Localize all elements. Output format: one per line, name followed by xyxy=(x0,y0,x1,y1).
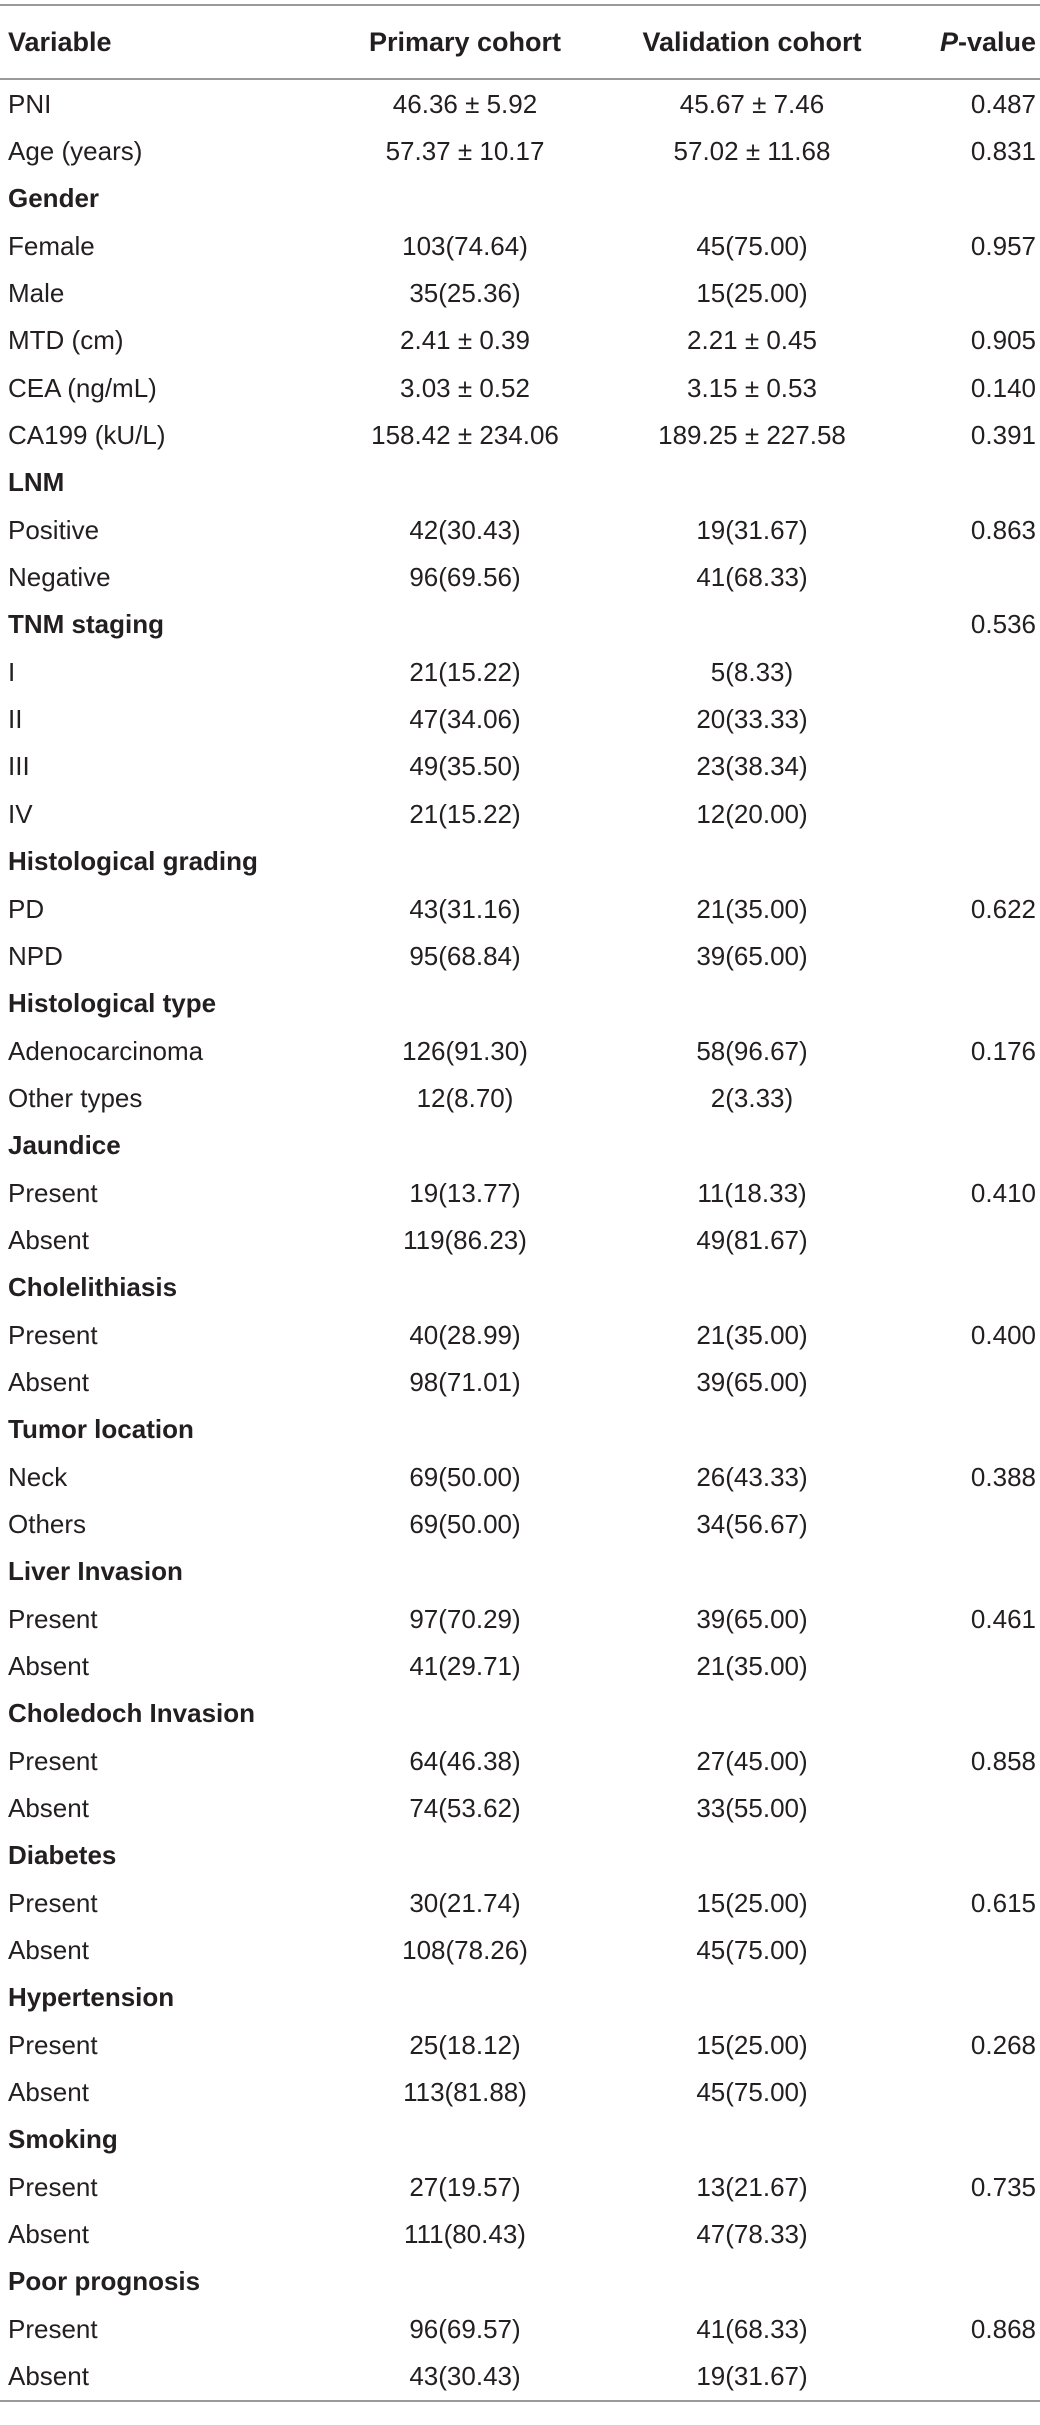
cell-p-value: 0.461 xyxy=(970,1603,1036,1634)
cell-primary-cohort: 103(74.64) xyxy=(402,230,528,261)
cell-p-value: 0.831 xyxy=(970,136,1036,167)
cell-p-value: 0.391 xyxy=(970,420,1036,451)
cell-variable: Hypertension xyxy=(8,1982,175,2013)
cell-primary-cohort: 96(69.56) xyxy=(409,562,521,593)
cell-variable: Present xyxy=(8,1887,98,1918)
header-p-value xyxy=(896,5,1040,79)
cell-primary-cohort: 21(15.22) xyxy=(409,798,521,829)
cell-p-value xyxy=(896,1264,1040,1311)
table-group-row xyxy=(0,1974,1040,2021)
table-row xyxy=(0,1642,1040,1689)
table-group-row xyxy=(0,459,1040,506)
table-row xyxy=(0,1879,1040,1926)
table-row xyxy=(0,1784,1040,1831)
table-header xyxy=(0,5,1040,79)
cell-primary-cohort: 96(69.57) xyxy=(409,2313,521,2344)
cell-variable: Absent xyxy=(8,1935,89,1966)
cell-p-value xyxy=(896,1358,1040,1405)
table-group-row xyxy=(0,1264,1040,1311)
cell-primary-cohort: 113(81.88) xyxy=(403,2077,527,2108)
cell-p-value: 0.735 xyxy=(970,2171,1036,2202)
cell-variable: Poor prognosis xyxy=(8,2266,201,2297)
cell-p-value: 0.957 xyxy=(970,230,1036,261)
cell-validation-cohort: 2.21 ± 0.45 xyxy=(687,325,817,356)
cell-p-value xyxy=(896,1832,1040,1879)
table-row xyxy=(0,1027,1040,1074)
cell-p-value xyxy=(896,2258,1040,2305)
cell-p-value: 0.905 xyxy=(970,325,1036,356)
cell-validation-cohort xyxy=(608,980,896,1027)
cell-primary-cohort: 43(31.16) xyxy=(409,893,521,924)
cell-primary-cohort: 119(86.23) xyxy=(403,1224,527,1255)
cell-validation-cohort xyxy=(608,1974,896,2021)
table-row xyxy=(0,648,1040,695)
cell-variable: Smoking xyxy=(8,2124,118,2155)
cell-primary-cohort: 12(8.70) xyxy=(416,1082,514,1113)
cell-p-value xyxy=(896,838,1040,885)
cell-variable: Present xyxy=(8,2029,98,2060)
cell-primary-cohort: 69(50.00) xyxy=(409,1508,521,1539)
cell-variable: IV xyxy=(8,798,33,829)
table-row xyxy=(0,2305,1040,2352)
cell-primary-cohort xyxy=(322,601,608,648)
cell-p-value: 0.863 xyxy=(970,514,1036,545)
cell-primary-cohort: 111(80.43) xyxy=(404,2219,526,2250)
cell-primary-cohort: 43(30.43) xyxy=(322,2353,608,2401)
cell-variable: Choledoch Invasion xyxy=(8,1698,256,1729)
cell-primary-cohort: 158.42 ± 234.06 xyxy=(371,420,559,451)
cell-variable: Gender xyxy=(8,183,100,214)
cell-primary-cohort xyxy=(322,1122,608,1169)
cell-primary-cohort: 21(15.22) xyxy=(409,656,521,687)
cell-variable: III xyxy=(8,751,30,782)
table-row xyxy=(0,1216,1040,1263)
cell-p-value xyxy=(896,1406,1040,1453)
table-row xyxy=(0,1595,1040,1642)
cohort-comparison-table xyxy=(0,4,1040,2402)
cell-variable: Present xyxy=(8,2171,98,2202)
cell-primary-cohort: 2.41 ± 0.39 xyxy=(400,325,530,356)
cell-primary-cohort: 25(18.12) xyxy=(409,2029,521,2060)
cell-validation-cohort xyxy=(608,1690,896,1737)
cell-variable: Present xyxy=(8,1745,98,1776)
cell-p-value xyxy=(896,1926,1040,1973)
cell-p-value: 0.140 xyxy=(970,372,1036,403)
cell-variable: Others xyxy=(8,1508,87,1539)
cell-validation-cohort: 21(35.00) xyxy=(696,893,808,924)
cell-validation-cohort: 34(56.67) xyxy=(696,1508,808,1539)
cell-p-value xyxy=(896,269,1040,316)
header-row xyxy=(0,5,1040,79)
table-group-row xyxy=(0,1548,1040,1595)
cell-p-value xyxy=(896,553,1040,600)
cell-variable: Neck xyxy=(8,1461,68,1492)
cell-validation-cohort xyxy=(608,1832,896,1879)
cell-validation-cohort: 2(3.33) xyxy=(710,1082,794,1113)
cell-variable: Histological grading xyxy=(8,846,258,877)
cell-primary-cohort: 57.37 ± 10.17 xyxy=(385,136,545,167)
cell-p-value: 0.388 xyxy=(970,1461,1036,1492)
cell-p-value xyxy=(896,1122,1040,1169)
table-group-row xyxy=(0,2258,1040,2305)
header-p-suffix: -value xyxy=(957,26,1036,57)
cell-primary-cohort xyxy=(322,1548,608,1595)
cell-validation-cohort: 45.67 ± 7.46 xyxy=(679,88,825,119)
table-row xyxy=(0,222,1040,269)
table-row xyxy=(0,2163,1040,2210)
table-row xyxy=(0,2068,1040,2115)
cell-primary-cohort: 126(91.30) xyxy=(402,1035,528,1066)
cell-validation-cohort: 21(35.00) xyxy=(696,1651,808,1682)
cell-primary-cohort: 47(34.06) xyxy=(409,704,521,735)
table-row xyxy=(0,506,1040,553)
cell-validation-cohort xyxy=(608,2258,896,2305)
cell-p-value xyxy=(896,2116,1040,2163)
cell-p-value xyxy=(896,1548,1040,1595)
cell-primary-cohort: 97(70.29) xyxy=(409,1603,521,1634)
cell-validation-cohort: 47(78.33) xyxy=(696,2219,808,2250)
cell-variable: Tumor location xyxy=(8,1414,194,1445)
table-row xyxy=(0,411,1040,458)
cell-p-value xyxy=(896,2353,1040,2401)
table-body xyxy=(0,79,1040,2401)
cell-variable: Female xyxy=(8,230,95,261)
cell-primary-cohort: 64(46.38) xyxy=(409,1745,521,1776)
cell-variable: Other types xyxy=(8,1082,143,1113)
cell-p-value: 0.536 xyxy=(970,609,1036,640)
table-row xyxy=(0,790,1040,837)
cell-validation-cohort: 49(81.67) xyxy=(696,1224,808,1255)
cell-variable: II xyxy=(8,704,23,735)
cell-variable: Age (years) xyxy=(8,136,143,167)
cell-p-value xyxy=(896,1074,1040,1121)
cell-primary-cohort: 19(13.77) xyxy=(409,1177,521,1208)
cell-primary-cohort xyxy=(322,1832,608,1879)
cell-primary-cohort xyxy=(322,1974,608,2021)
cell-primary-cohort xyxy=(322,175,608,222)
table-row xyxy=(0,2353,1040,2401)
cell-variable: Liver Invasion xyxy=(8,1556,183,1587)
table-row xyxy=(0,127,1040,174)
table-row xyxy=(0,743,1040,790)
cell-variable: MTD (cm) xyxy=(8,325,124,356)
cell-primary-cohort xyxy=(322,1264,608,1311)
cell-p-value xyxy=(896,1690,1040,1737)
cell-variable: NPD xyxy=(8,940,63,971)
cell-p-value xyxy=(896,1642,1040,1689)
cell-validation-cohort xyxy=(608,1548,896,1595)
cell-validation-cohort: 5(8.33) xyxy=(710,656,794,687)
table-row xyxy=(0,364,1040,411)
cell-primary-cohort xyxy=(322,980,608,1027)
cell-validation-cohort xyxy=(608,175,896,222)
cell-validation-cohort xyxy=(608,1264,896,1311)
cell-p-value xyxy=(896,1500,1040,1547)
cell-variable: CEA (ng/mL) xyxy=(8,372,157,403)
table-row xyxy=(0,1737,1040,1784)
cell-validation-cohort: 27(45.00) xyxy=(696,1745,808,1776)
table-group-row xyxy=(0,601,1040,648)
cell-variable: Negative xyxy=(8,562,111,593)
cell-p-value: 0.622 xyxy=(970,893,1036,924)
cell-validation-cohort xyxy=(608,2116,896,2163)
table-row xyxy=(0,2021,1040,2068)
cell-validation-cohort: 15(25.00) xyxy=(696,278,808,309)
table-row xyxy=(0,932,1040,979)
table-row xyxy=(0,695,1040,742)
cell-variable: Present xyxy=(8,1603,98,1634)
cell-p-value: 0.868 xyxy=(970,2313,1036,2344)
cell-validation-cohort: 39(65.00) xyxy=(696,1366,808,1397)
cell-p-value: 0.400 xyxy=(970,1319,1036,1350)
cell-p-value xyxy=(896,790,1040,837)
cell-p-value: 0.615 xyxy=(970,1887,1036,1918)
table-group-row xyxy=(0,175,1040,222)
cell-validation-cohort: 23(38.34) xyxy=(696,751,808,782)
cell-variable: PD xyxy=(8,893,45,924)
cell-validation-cohort: 57.02 ± 11.68 xyxy=(673,136,831,167)
cell-validation-cohort: 19(31.67) xyxy=(608,2353,896,2401)
cell-p-value xyxy=(896,2068,1040,2115)
cell-variable: Absent xyxy=(8,2077,89,2108)
table-group-row xyxy=(0,1122,1040,1169)
table-row xyxy=(0,885,1040,932)
cell-variable: PNI xyxy=(8,88,52,119)
table-group-row xyxy=(0,2116,1040,2163)
cell-variable: Absent xyxy=(8,1651,89,1682)
header-validation-cohort: Validation cohort xyxy=(608,5,896,79)
cell-validation-cohort xyxy=(608,1122,896,1169)
cell-p-value: 0.176 xyxy=(970,1035,1036,1066)
table-group-row xyxy=(0,1832,1040,1879)
cell-variable: Present xyxy=(8,2313,98,2344)
cell-p-value xyxy=(896,2210,1040,2257)
cell-primary-cohort: 30(21.74) xyxy=(409,1887,521,1918)
cell-variable: Present xyxy=(8,1319,98,1350)
cell-primary-cohort: 35(25.36) xyxy=(409,278,521,309)
cell-validation-cohort: 12(20.00) xyxy=(696,798,808,829)
table-row xyxy=(0,2210,1040,2257)
cell-variable: LNM xyxy=(8,467,65,498)
cell-validation-cohort: 15(25.00) xyxy=(696,2029,808,2060)
header-p-italic: P xyxy=(939,26,958,57)
cell-p-value xyxy=(896,1216,1040,1263)
cell-variable: Absent xyxy=(8,1793,89,1824)
cell-primary-cohort: 69(50.00) xyxy=(409,1461,521,1492)
cell-primary-cohort xyxy=(322,2258,608,2305)
cell-variable: CA199 (kU/L) xyxy=(8,420,166,451)
table-row xyxy=(0,79,1040,127)
table-row xyxy=(0,1311,1040,1358)
cell-primary-cohort: 49(35.50) xyxy=(409,751,521,782)
cell-primary-cohort xyxy=(322,2116,608,2163)
table-row xyxy=(0,317,1040,364)
cell-variable: TNM staging xyxy=(8,609,164,640)
cell-validation-cohort xyxy=(608,838,896,885)
cell-p-value xyxy=(896,695,1040,742)
cell-validation-cohort: 45(75.00) xyxy=(696,230,808,261)
cell-validation-cohort: 19(31.67) xyxy=(696,514,808,545)
cell-variable: Absent xyxy=(0,2353,322,2401)
cell-variable: Positive xyxy=(8,514,100,545)
cell-p-value: 0.487 xyxy=(970,88,1036,119)
cell-validation-cohort: 3.15 ± 0.53 xyxy=(687,372,817,403)
cell-p-value xyxy=(896,1974,1040,2021)
table-group-row xyxy=(0,1406,1040,1453)
table-row xyxy=(0,1500,1040,1547)
cell-validation-cohort: 26(43.33) xyxy=(696,1461,808,1492)
cell-validation-cohort xyxy=(608,601,896,648)
table-row xyxy=(0,1358,1040,1405)
cell-validation-cohort: 11(18.33) xyxy=(697,1177,807,1208)
cell-p-value xyxy=(896,648,1040,695)
cell-variable: Absent xyxy=(8,2219,89,2250)
cell-p-value: 0.858 xyxy=(970,1745,1036,1776)
cell-primary-cohort xyxy=(322,1690,608,1737)
cell-validation-cohort: 39(65.00) xyxy=(696,940,808,971)
cell-primary-cohort: 46.36 ± 5.92 xyxy=(392,88,538,119)
cell-validation-cohort: 20(33.33) xyxy=(696,704,808,735)
cell-primary-cohort: 40(28.99) xyxy=(409,1319,521,1350)
cell-variable: Absent xyxy=(8,1224,89,1255)
table-group-row xyxy=(0,1690,1040,1737)
header-variable: Variable xyxy=(0,5,322,79)
cell-p-value xyxy=(896,932,1040,979)
cell-variable: Absent xyxy=(8,1366,89,1397)
cell-primary-cohort: 108(78.26) xyxy=(402,1935,528,1966)
cell-variable: I xyxy=(8,656,16,687)
cell-validation-cohort: 13(21.67) xyxy=(696,2171,808,2202)
cell-primary-cohort xyxy=(322,838,608,885)
cell-validation-cohort: 39(65.00) xyxy=(696,1603,808,1634)
cell-primary-cohort xyxy=(322,1406,608,1453)
cell-validation-cohort: 15(25.00) xyxy=(696,1887,808,1918)
cell-validation-cohort: 58(96.67) xyxy=(696,1035,808,1066)
cell-p-value xyxy=(896,980,1040,1027)
cell-primary-cohort: 42(30.43) xyxy=(409,514,521,545)
cell-primary-cohort: 95(68.84) xyxy=(409,940,521,971)
cell-variable: Male xyxy=(8,278,65,309)
table-row xyxy=(0,269,1040,316)
cell-p-value xyxy=(896,175,1040,222)
table-row xyxy=(0,1453,1040,1500)
cell-validation-cohort: 41(68.33) xyxy=(696,2313,808,2344)
cell-validation-cohort: 21(35.00) xyxy=(696,1319,808,1350)
cell-variable: Adenocarcinoma xyxy=(8,1035,204,1066)
cell-primary-cohort: 41(29.71) xyxy=(409,1651,521,1682)
table-group-row xyxy=(0,838,1040,885)
cell-validation-cohort xyxy=(608,459,896,506)
cell-p-value xyxy=(896,743,1040,790)
cell-validation-cohort: 45(75.00) xyxy=(696,1935,808,1966)
table-row xyxy=(0,553,1040,600)
table-group-row xyxy=(0,980,1040,1027)
header-primary-cohort: Primary cohort xyxy=(322,5,608,79)
cell-validation-cohort xyxy=(608,1406,896,1453)
cell-variable: Cholelithiasis xyxy=(8,1272,178,1303)
cell-p-value xyxy=(896,459,1040,506)
cell-validation-cohort: 189.25 ± 227.58 xyxy=(658,420,846,451)
cell-variable: Histological type xyxy=(8,988,217,1019)
table-row xyxy=(0,1074,1040,1121)
cell-primary-cohort xyxy=(322,459,608,506)
cell-validation-cohort: 33(55.00) xyxy=(696,1793,808,1824)
cell-primary-cohort: 27(19.57) xyxy=(409,2171,521,2202)
cell-p-value: 0.410 xyxy=(970,1177,1036,1208)
table-row xyxy=(0,1169,1040,1216)
cell-primary-cohort: 98(71.01) xyxy=(409,1366,521,1397)
cell-variable: Diabetes xyxy=(8,1840,117,1871)
cell-variable: Present xyxy=(8,1177,98,1208)
table-row xyxy=(0,1926,1040,1973)
cell-p-value xyxy=(896,1784,1040,1831)
cell-variable: Jaundice xyxy=(8,1130,121,1161)
cell-primary-cohort: 3.03 ± 0.52 xyxy=(400,372,530,403)
cell-p-value: 0.268 xyxy=(970,2029,1036,2060)
cell-primary-cohort: 74(53.62) xyxy=(409,1793,521,1824)
cell-validation-cohort: 45(75.00) xyxy=(696,2077,808,2108)
cell-validation-cohort: 41(68.33) xyxy=(696,562,808,593)
